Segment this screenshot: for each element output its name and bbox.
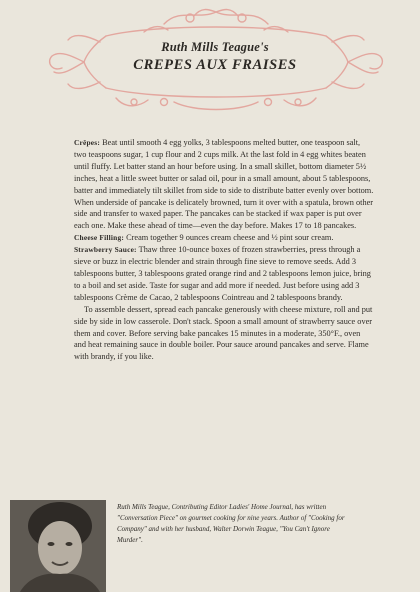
filling-paragraph [74, 232, 374, 244]
title-block [110, 40, 320, 74]
dish-title: CREPES AUX FRAISES [133, 57, 297, 73]
recipe-body [74, 137, 374, 363]
assembly-paragraph: To assemble dessert, spread each pancake generously with cheese mixture, roll and put side by side in low casserole. Don't stack. Spoon a small amount of strawberry sauce over them and cover. Before serving bake pancakes 15 minutes in a moderate, 350°F., oven and heat remaining sauce in double boiler. Pour sauce around pancakes and serve. Flame with brandy, if you like. [74, 304, 373, 362]
author-title: Ruth Mills Teague's [161, 40, 269, 54]
filling-text: Cream together 9 ounces cream cheese and ½ pint sour cream. [124, 233, 334, 243]
crepes-heading: Crêpes: [74, 138, 101, 147]
sauce-text: Thaw three 10-ounce boxes of frozen strawberries, press through a sieve or buzz in electric blender and strain through fine sieve to remove seeds. Add 3 tablespoons butter, 3 tablespoons grated orange rind and 2 tablespoons lemon juice, bring to a boil and set aside. Taste for sugar and add more if needed. Just before using add 3 tablespoons Crème de Cacao, 2 tablespoons Cointreau and 2 tablespoons brandy. [74, 245, 371, 302]
filling-heading: Cheese Filling: [74, 233, 125, 243]
sauce-paragraph [74, 244, 374, 304]
author-caption: Ruth Mills Teague, Contributing Editor Ladies' Home Journal, has written "Conversation Piece" on gourmet cooking for nine years. Author of "Cooking for Company" and with her husband, Walter Dorwin Teague, "You Can't Ignore Murder". [117, 503, 345, 544]
author-portrait-photo [10, 500, 106, 592]
crepes-text: Beat until smooth 4 egg yolks, 3 tablespoons melted butter, one teaspoon salt, two teaspoons sugar, 1 cup flour and 2 cups milk. At the last fold in 4 egg whites beaten until fluffy. Let batter stand an hour before using. In a small skillet, bottom diameter 5½ inches, heat a little sweet butter or salad oil, pour in a small amount, about 5 tablespoons, batter and immediately tilt skillet from side to side to distribute batter evenly over bottom. When underside of pancake is delicately browned, turn it over with a spatula, brown other side and transfer to waxed paper. The pancakes can be stacked if wax paper is put over each one. Make these ahead of time—even the day before. Makes 17 to 18 pancakes. [74, 138, 374, 231]
portrait-icon [10, 500, 106, 592]
crepes-paragraph [74, 137, 374, 232]
sauce-heading: Strawberry Sauce: [74, 245, 137, 255]
